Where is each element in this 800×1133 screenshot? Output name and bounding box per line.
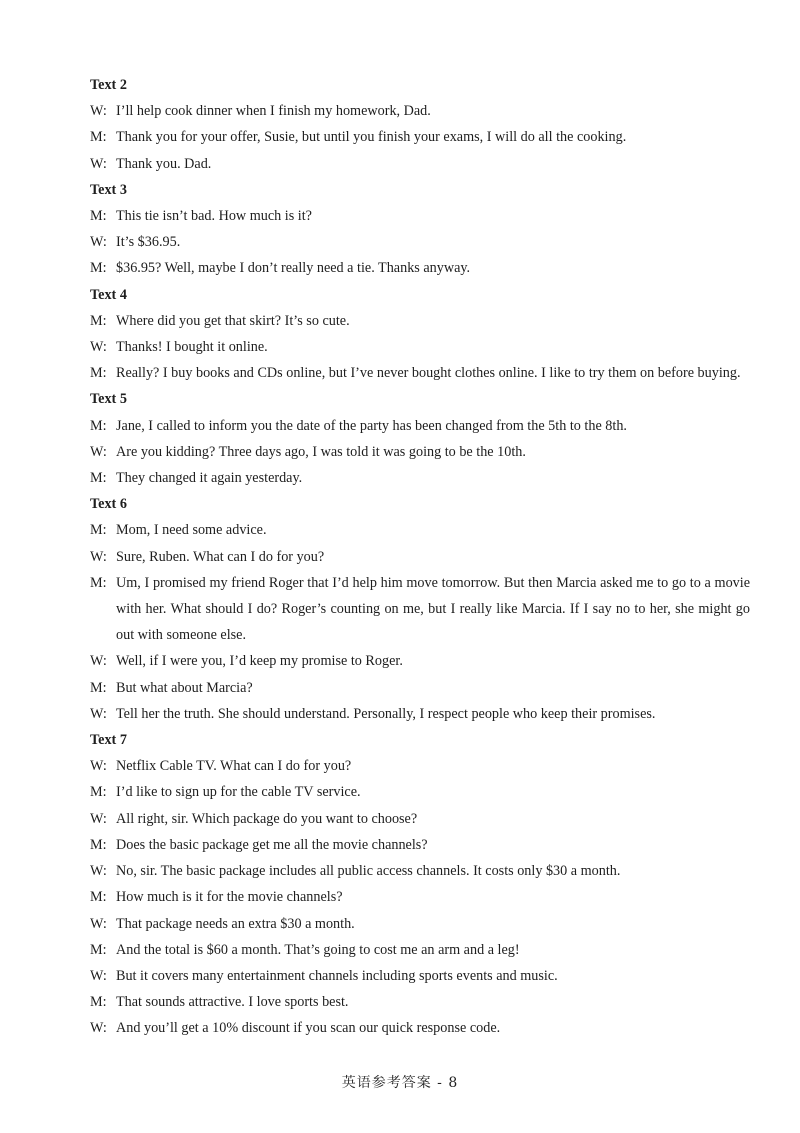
dialogue-line bbox=[90, 963, 750, 989]
speaker-label: W: bbox=[90, 234, 107, 251]
utterance: And the total is $60 a month. That’s going to cost me an arm and a leg! bbox=[116, 941, 520, 958]
speaker-label: W: bbox=[90, 705, 107, 722]
speaker-label: M: bbox=[90, 470, 107, 487]
dialogue-line bbox=[90, 544, 750, 570]
speaker-label: M: bbox=[90, 941, 107, 958]
dialogue-line bbox=[90, 465, 750, 491]
utterance: Tell her the truth. She should understand. Personally, I respect people who keep their promises. bbox=[116, 705, 656, 722]
dialogue-line bbox=[90, 517, 750, 543]
section-heading: Text 5 bbox=[90, 391, 127, 408]
speaker-label: M: bbox=[90, 784, 107, 801]
dialogue-line bbox=[90, 675, 750, 701]
section-heading: Text 7 bbox=[90, 732, 127, 749]
dialogue-line bbox=[90, 203, 750, 229]
dialogue-line bbox=[90, 124, 750, 150]
utterance: Thank you for your offer, Susie, but until you finish your exams, I will do all the cooking. bbox=[116, 129, 627, 146]
dialogue-line bbox=[90, 413, 750, 439]
section-heading: Text 6 bbox=[90, 496, 127, 513]
utterance: They changed it again yesterday. bbox=[116, 470, 303, 487]
section-heading: Text 2 bbox=[90, 77, 127, 93]
dialogue-line bbox=[90, 806, 750, 832]
utterance: Netflix Cable TV. What can I do for you? bbox=[116, 758, 352, 775]
dialogue-line bbox=[90, 334, 750, 360]
utterance: Where did you get that skirt? It’s so cute. bbox=[116, 312, 350, 329]
dialogue-line bbox=[90, 1015, 750, 1041]
speaker-label: M: bbox=[90, 208, 107, 225]
speaker-label: W: bbox=[90, 967, 107, 984]
dialogue-line bbox=[90, 937, 750, 963]
speaker-label: M: bbox=[90, 129, 107, 146]
section-heading: Text 3 bbox=[90, 181, 127, 198]
dialogue-line bbox=[90, 858, 750, 884]
speaker-label: M: bbox=[90, 994, 107, 1011]
utterance: I’ll help cook dinner when I finish my homework, Dad. bbox=[116, 103, 431, 120]
utterance: I’d like to sign up for the cable TV service. bbox=[116, 784, 361, 801]
dialogue-line bbox=[90, 989, 750, 1015]
speaker-label: W: bbox=[90, 810, 107, 827]
utterance: All right, sir. Which package do you want to choose? bbox=[116, 810, 418, 827]
utterance: This tie isn’t bad. How much is it? bbox=[116, 208, 312, 225]
dialogue-line bbox=[90, 308, 750, 334]
utterance: But what about Marcia? bbox=[116, 679, 253, 696]
utterance: Really? I buy books and CDs online, but I’ve never bought clothes online. I like to try them on before buying. bbox=[116, 365, 741, 382]
speaker-label: M: bbox=[90, 679, 107, 696]
utterance: That sounds attractive. I love sports best. bbox=[116, 994, 349, 1011]
dialogue-line bbox=[90, 98, 750, 124]
dialogue-line bbox=[90, 648, 750, 674]
utterance: And you’ll get a 10% discount if you scan our quick response code. bbox=[116, 1020, 501, 1037]
speaker-label: W: bbox=[90, 758, 107, 775]
speaker-label: M: bbox=[90, 889, 107, 906]
page-footer: 英语参考答案 - 8 bbox=[341, 1075, 459, 1091]
dialogue-line bbox=[90, 779, 750, 805]
speaker-label: W: bbox=[90, 443, 107, 460]
utterance: Mom, I need some advice. bbox=[116, 522, 267, 539]
speaker-label: M: bbox=[90, 312, 107, 329]
transcript-body bbox=[90, 72, 750, 1042]
dialogue-line bbox=[90, 570, 750, 649]
speaker-label: M: bbox=[90, 365, 107, 382]
speaker-label: M: bbox=[90, 417, 107, 434]
dialogue-line bbox=[90, 832, 750, 858]
dialogue-line bbox=[90, 439, 750, 465]
section-heading: Text 4 bbox=[90, 286, 127, 303]
speaker-label: W: bbox=[90, 339, 107, 356]
utterance: How much is it for the movie channels? bbox=[116, 889, 343, 906]
dialogue-line bbox=[90, 151, 750, 177]
utterance: $36.95? Well, maybe I don’t really need a tie. Thanks anyway. bbox=[116, 260, 471, 277]
dialogue-line bbox=[90, 911, 750, 937]
dialogue-line bbox=[90, 701, 750, 727]
utterance: Thanks! I bought it online. bbox=[116, 339, 268, 356]
dialogue-line bbox=[90, 229, 750, 255]
dialogue-line bbox=[90, 360, 750, 386]
utterance: Does the basic package get me all the movie channels? bbox=[116, 836, 428, 853]
utterance: It’s $36.95. bbox=[116, 234, 181, 251]
speaker-label: W: bbox=[90, 103, 107, 120]
speaker-label: W: bbox=[90, 1020, 107, 1037]
utterance: Thank you. Dad. bbox=[116, 155, 212, 172]
speaker-label: W: bbox=[90, 653, 107, 670]
speaker-label: W: bbox=[90, 548, 107, 565]
speaker-label: W: bbox=[90, 863, 107, 880]
utterance: But it covers many entertainment channels including sports events and music. bbox=[116, 967, 558, 984]
speaker-label: M: bbox=[90, 574, 107, 591]
dialogue-line bbox=[90, 753, 750, 779]
utterance: That package needs an extra $30 a month. bbox=[116, 915, 355, 932]
utterance: Jane, I called to inform you the date of the party has been changed from the 5th to the 8th. bbox=[116, 417, 627, 434]
speaker-label: M: bbox=[90, 522, 107, 539]
speaker-label: W: bbox=[90, 915, 107, 932]
utterance: Sure, Ruben. What can I do for you? bbox=[116, 548, 325, 565]
dialogue-line bbox=[90, 884, 750, 910]
speaker-label: M: bbox=[90, 260, 107, 277]
speaker-label: M: bbox=[90, 836, 107, 853]
speaker-label: W: bbox=[90, 155, 107, 172]
utterance: No, sir. The basic package includes all public access channels. It costs only $30 a month. bbox=[116, 863, 621, 880]
utterance: Um, I promised my friend Roger that I’d help him move tomorrow. But then Marcia asked me to go to a movie with her. What should I do? Roger’s counting on me, but I really like Marcia. If I say no to her, she might go out with someone else. bbox=[116, 574, 750, 644]
utterance: Well, if I were you, I’d keep my promise to Roger. bbox=[116, 653, 403, 670]
dialogue-line bbox=[90, 255, 750, 281]
utterance: Are you kidding? Three days ago, I was told it was going to be the 10th. bbox=[116, 443, 526, 460]
